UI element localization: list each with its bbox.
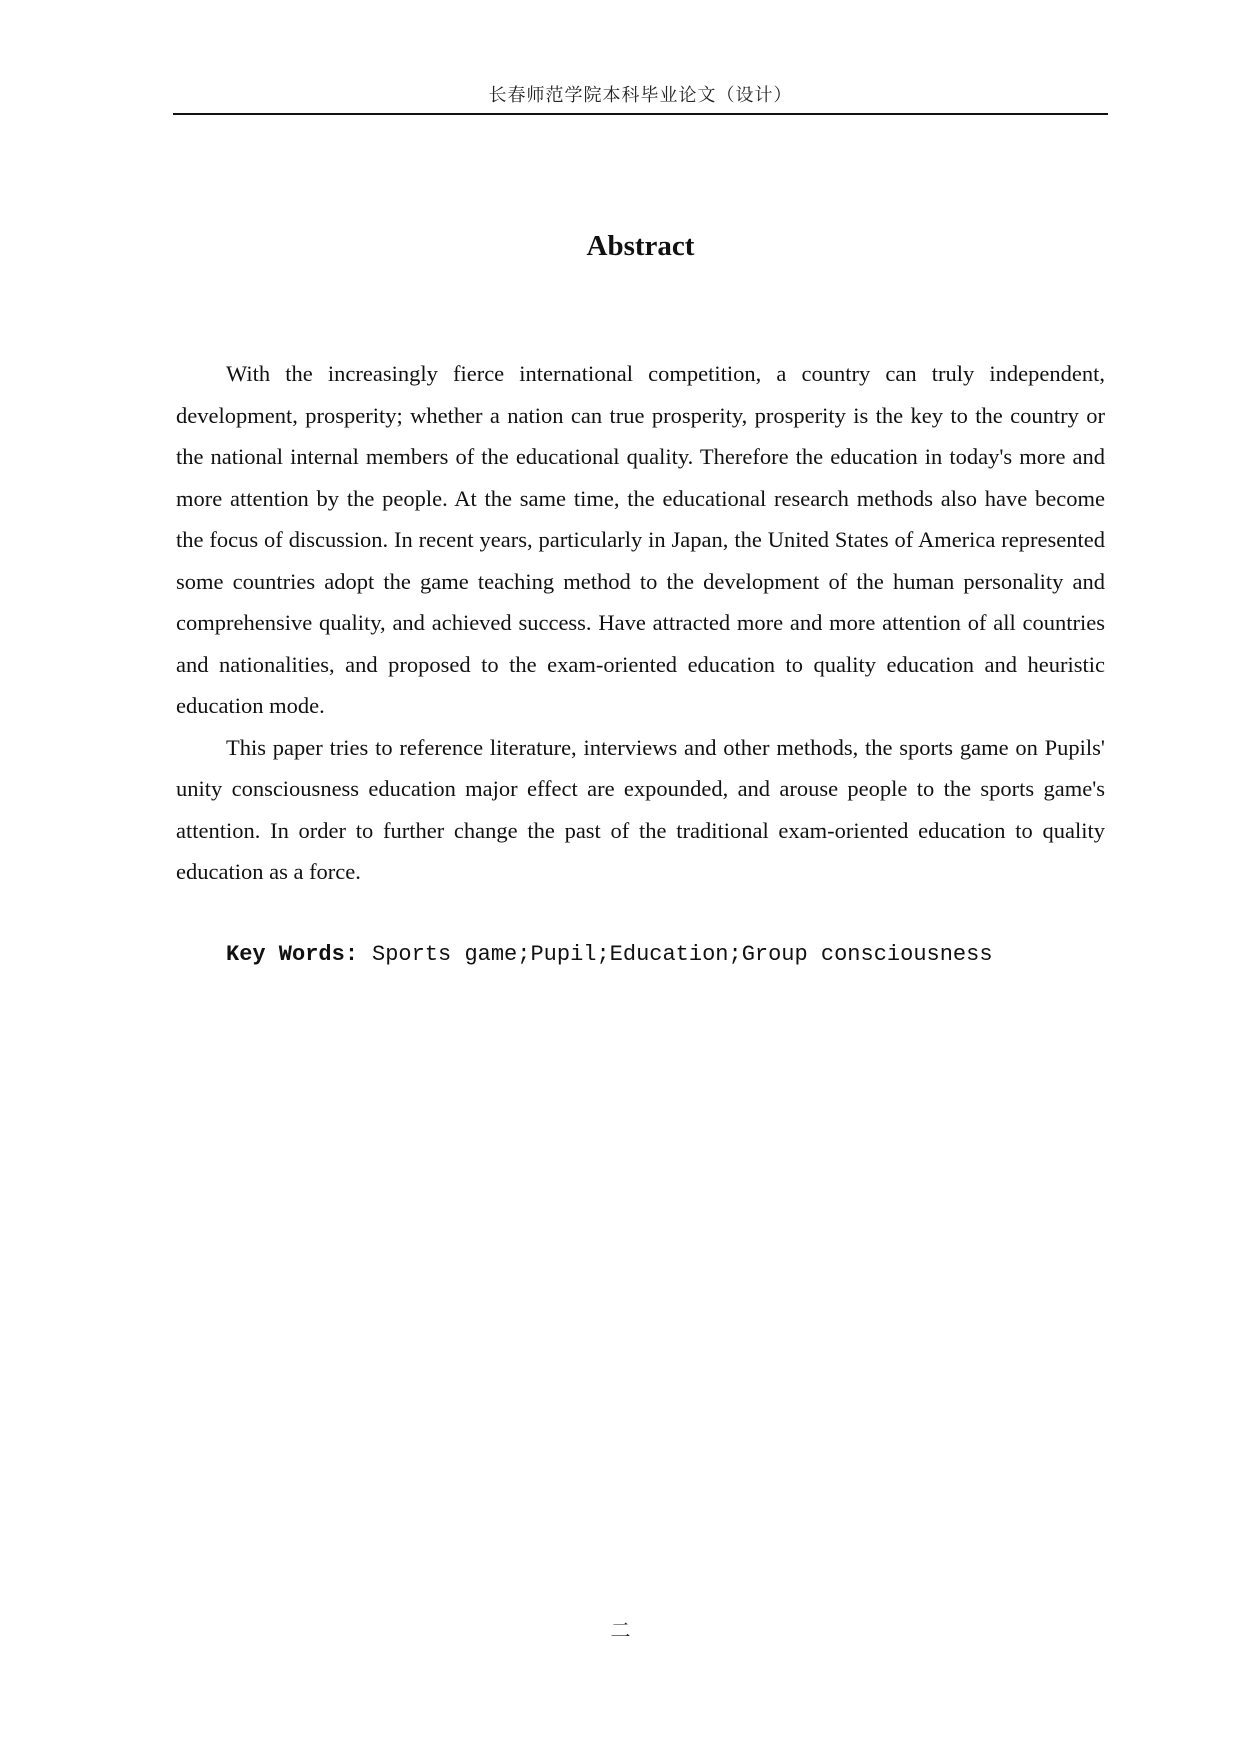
- abstract-paragraph-1: With the increasingly fierce international competition, a country can truly independent, development, prosperity; whether a nation can true prosperity, prosperity is the key to the country or the national internal members of the educational quality. Therefore the education in today's more and more attention by the people. At the same time, the educational research methods also have become the focus of discussion. In recent years, particularly in Japan, the United States of America represented some countries adopt the game teaching method to the development of the human personality and comprehensive quality, and achieved success. Have attracted more and more attention of all countries and nationalities, and proposed to the exam-oriented education to quality education and heuristic education mode.: [176, 361, 1105, 718]
- page-number: 二: [610, 1618, 631, 1642]
- keywords-value: Sports game;Pupil;Education;Group consciousness: [372, 942, 993, 967]
- abstract-title: Abstract: [586, 230, 695, 262]
- abstract-body: [176, 353, 1105, 893]
- keywords-label: Key Words:: [226, 942, 359, 967]
- running-header: 长春师范学院本科毕业论文（设计）: [488, 85, 793, 106]
- keywords-line: [226, 940, 993, 970]
- abstract-paragraph-2: This paper tries to reference literature, interviews and other methods, the sports game on Pupils' unity consciousness education major effect are expounded, and arouse people to the sports game's attention. In order to further change the past of the traditional exam-oriented education to quality education as a force.: [176, 734, 1105, 884]
- header-rule: [173, 113, 1108, 115]
